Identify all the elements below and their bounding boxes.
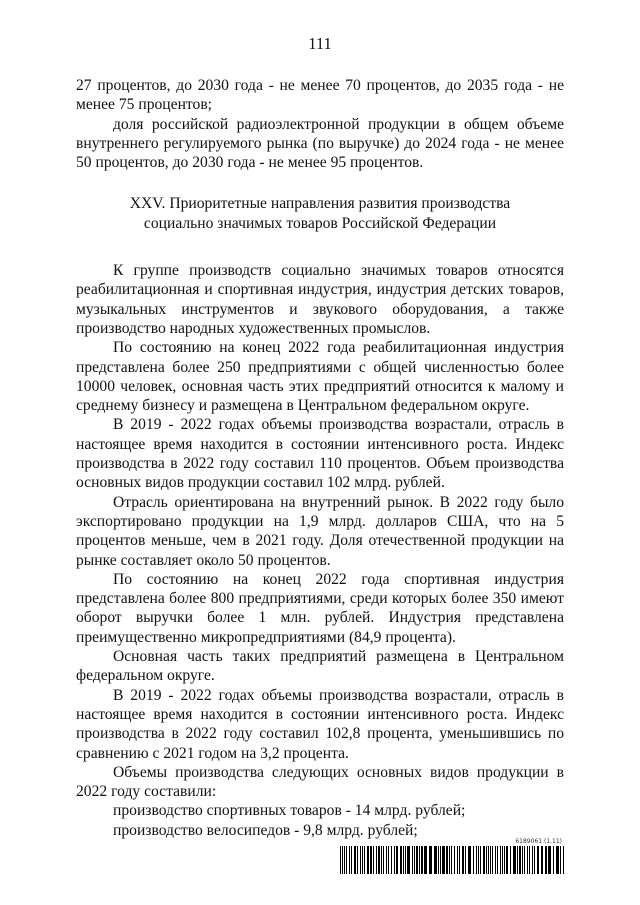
- document-body: [76, 76, 564, 840]
- paragraph: доля российской радиоэлектронной продукции в общем объеме внутреннего регулируемого рынка (по выручке) до 2024 года - не менее 50 процентов, до 2030 года - не менее 95 процентов.: [76, 115, 564, 172]
- list-item: производство спортивных товаров - 14 млрд. рублей;: [113, 802, 466, 820]
- page-number: 111: [308, 34, 332, 53]
- paragraph: По состоянию на конец 2022 года спортивная индустрия представлена более 800 предприятиями, среди которых более 350 имеют оборот выручки более 1 млн. рублей. Индустрия представлена преимущественно микропредприятиями (84,9 процента).: [76, 570, 564, 646]
- document-id: 6189061 (1.11): [515, 838, 562, 845]
- section-heading-line: социально значимых товаров Российской Федерации: [143, 214, 497, 232]
- list-item: производство велосипедов - 9,8 млрд. рублей;: [113, 821, 418, 839]
- paragraph: Объемы производства следующих основных видов продукции в 2022 году составили:: [76, 763, 564, 801]
- paragraph: В 2019 - 2022 годах объемы производства возрастали, отрасль в настоящее время находится в состоянии интенсивного роста. Индекс производства в 2022 году составил 110 процентов. Объем производства основных видов продукции составил 102 млрд. рублей.: [76, 416, 564, 492]
- paragraph: Основная часть таких предприятий размещена в Центральном федеральном округе.: [76, 648, 564, 685]
- paragraph: К группе производств социально значимых товаров относятся реабилитационная и спортивная индустрия, индустрия детских товаров, музыкальных инструментов и звукового оборудования, а также производство народных художественных промыслов.: [76, 262, 564, 337]
- section-heading-line: XXV. Приоритетные направления развития производства: [129, 195, 511, 213]
- paragraph: Отрасль ориентирована на внутренний рынок. В 2022 году было экспортировано продукции на 1,9 млрд. долларов США, что на 5 процентов меньше, чем в 2021 году. Доля отечественной продукции на рынке составляет около 50 процентов.: [76, 493, 564, 569]
- section-heading: [76, 194, 564, 233]
- barcode-icon: [340, 846, 564, 874]
- paragraph: По состоянию на конец 2022 года реабилитационная индустрия представлена более 250 предприятиями с общей численностью более 10000 человек, основная часть этих предприятий относится к малому и среднему бизнесу и размещена в Центральном федеральном округе.: [76, 339, 564, 415]
- paragraph: 27 процентов, до 2030 года - не менее 70 процентов, до 2035 года - не менее 75 процентов;: [76, 77, 564, 114]
- document-footer: [340, 838, 564, 874]
- paragraph: В 2019 - 2022 годах объемы производства возрастали, отрасль в настоящее время находится в состоянии интенсивного роста. Индекс производства в 2022 году составил 102,8 процента, уменьшившись по сравнению с 2021 годом на 3,2 процента.: [76, 686, 564, 762]
